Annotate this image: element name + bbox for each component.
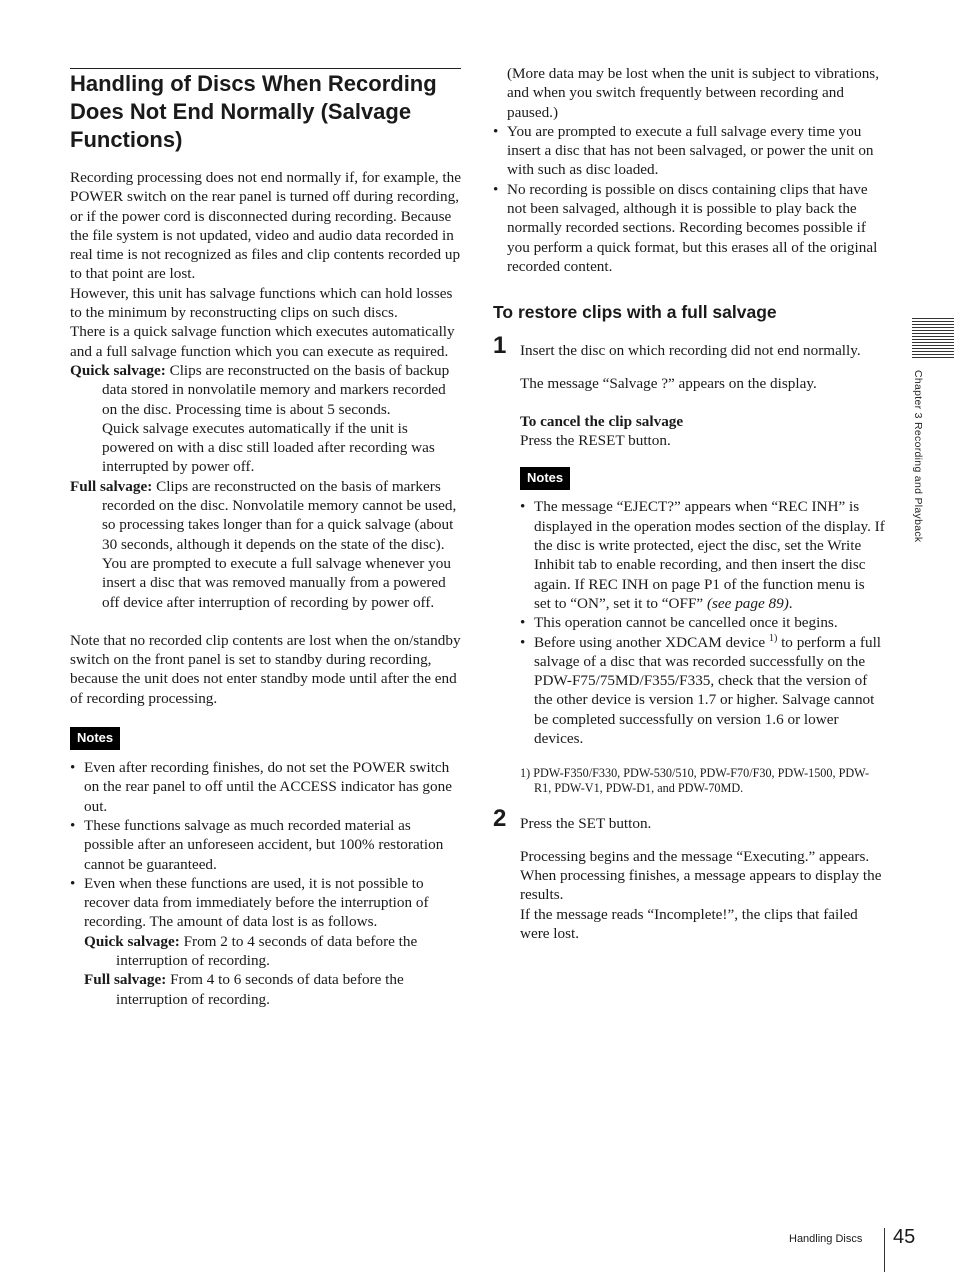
section-heading: To restore clips with a full salvage bbox=[493, 302, 777, 323]
list-item: • Even after recording finishes, do not set the POWER switch on the rear panel to off until the ACCESS indicator has gone out. bbox=[70, 758, 462, 816]
quick-salvage-definition bbox=[70, 361, 462, 477]
page-number: 45 bbox=[893, 1226, 916, 1248]
cancel-heading-text: To cancel the clip salvage bbox=[520, 412, 684, 430]
notes-list bbox=[70, 758, 462, 1009]
quick-salvage-label: Quick salvage: bbox=[70, 361, 166, 379]
intro-paragraph-2: However, this unit has salvage functions which can hold losses to the minimum by reconstructing clips on such discs. bbox=[70, 284, 453, 322]
note-3-text-b: to perform a full salvage of a disc that was recorded successfully on the PDW-F75/75MD/F355/F335, check that the version of the other device is version 1.7 or higher. Salvage cannot be completed successfully on version 1.6 or lower devices. bbox=[534, 633, 882, 748]
full-salvage-text-2: You are prompted to execute a full salvage whenever you insert a disc that was removed manually from a powered off device after interruption of recording by power off. bbox=[102, 554, 451, 611]
step-2 bbox=[493, 805, 885, 943]
step-2-text: Press the SET button. bbox=[520, 815, 652, 833]
step-2-paragraph-1: Processing begins and the message “Executing.” appears. bbox=[520, 847, 870, 865]
quick-salvage-text-2: Quick salvage executes automatically if the unit is powered on with a disc still loaded after recording was interrupted by power off. bbox=[102, 419, 435, 476]
footnote: 1) PDW-F350/F330, PDW-530/510, PDW-F70/F30, PDW-1500, PDW-R1, PDW-V1, PDW-D1, and PDW-70MD. bbox=[520, 766, 870, 796]
step-2-number: 2 bbox=[493, 805, 507, 833]
note-1-ref: (see page 89) bbox=[706, 594, 789, 612]
title-rule bbox=[70, 68, 461, 69]
list-item: • No recording is possible on discs containing clips that have not been salvaged, although it is possible to play back the normally recorded sections. Recording becomes possible if you perform a quick format, but this erases all of the original recorded content. bbox=[493, 180, 885, 276]
list-item: • This operation cannot be cancelled once it begins. bbox=[520, 613, 885, 632]
right-column bbox=[493, 64, 885, 943]
full-salvage-text: Clips are reconstructed on the basis of markers recorded on the disc. Nonvolatile memory cannot be used, so processing takes longer than for a quick salvage (about 30 seconds, although it depends on the state of the disc). bbox=[102, 477, 457, 553]
step-1-text: Insert the disc on which recording did not end normally. bbox=[520, 342, 861, 360]
notes-badge: Notes bbox=[70, 727, 120, 750]
footer-divider bbox=[884, 1228, 885, 1272]
continued-text: (More data may be lost when the unit is subject to vibrations, and when you switch frequently between recording and paused.) bbox=[507, 65, 880, 121]
standby-note: Note that no recorded clip contents are lost when the on/standby switch on the front panel is set to standby during recording, because the unit does not enter standby mode until after the end of recording processing. bbox=[70, 631, 461, 707]
list-item bbox=[520, 633, 885, 749]
footnote-marker: 1) bbox=[768, 632, 778, 644]
loss-quick-text: From 2 to 4 seconds of data before the interruption of recording. bbox=[116, 932, 418, 969]
list-item bbox=[70, 874, 462, 1009]
notes-badge-right: Notes bbox=[520, 467, 570, 490]
step-2-paragraph-3: If the message reads “Incomplete!”, the clips that failed were lost. bbox=[520, 905, 858, 942]
left-column bbox=[70, 168, 462, 1009]
right-notes-list bbox=[520, 497, 885, 748]
side-tab-lines bbox=[912, 318, 954, 360]
loss-full-label: Full salvage: bbox=[84, 971, 167, 989]
footer-section-name: Handling Discs bbox=[789, 1233, 863, 1245]
cancel-heading bbox=[520, 412, 885, 431]
note-1-text: The message “EJECT?” appears when “REC INH” is displayed in the operation modes section of the display. If the disc is write protected, eject the disc, set the Write Inhibit tab to enable recording, and then insert the disc again. If REC INH on page P1 of the function menu is set to “ON”, set it to “OFF” bbox=[534, 498, 885, 612]
full-salvage-label: Full salvage: bbox=[70, 477, 153, 495]
chapter-side-tab: Chapter 3 Recording and Playback bbox=[912, 370, 924, 543]
salvage-bullets bbox=[493, 122, 885, 276]
step-1 bbox=[493, 332, 885, 748]
note-1-end: . bbox=[788, 594, 793, 612]
page-title: Handling of Discs When Recording Does Not End Normally (Salvage Functions) bbox=[70, 71, 437, 152]
full-salvage-definition bbox=[70, 477, 462, 612]
list-item: • These functions salvage as much recorded material as possible after an unforeseen accident, but 100% restoration cannot be guaranteed. bbox=[70, 816, 462, 874]
intro-paragraph-3: There is a quick salvage function which executes automatically and a full salvage function which you can execute as required. bbox=[70, 323, 455, 360]
step-1-number: 1 bbox=[493, 332, 507, 360]
list-item: • You are prompted to execute a full salvage every time you insert a disc that has not been salvaged, or power the unit on with such as disc loaded. bbox=[493, 122, 885, 180]
loss-full bbox=[84, 970, 462, 1009]
loss-quick-label: Quick salvage: bbox=[84, 932, 180, 950]
quick-salvage-text: Clips are reconstructed on the basis of backup data stored in nonvolatile memory and markers recorded on the disc. Processing time is about 5 seconds. bbox=[102, 361, 450, 418]
note-3-text-a: Before using another XDCAM device bbox=[534, 633, 769, 651]
step-1-message: The message “Salvage ?” appears on the display. bbox=[520, 374, 817, 392]
cancel-text: Press the RESET button. bbox=[520, 432, 671, 450]
loss-full-text: From 4 to 6 seconds of data before the interruption of recording. bbox=[116, 971, 404, 1008]
loss-quick bbox=[84, 932, 462, 971]
step-2-paragraph-2: When processing finishes, a message appears to display the results. bbox=[520, 866, 882, 904]
intro-paragraph: Recording processing does not end normally if, for example, the POWER switch on the rear panel is turned off during recording, or if the power cord is disconnected during recording. Because the file system is not updated, video and audio data recorded in real time is not recognized as files and clip contents recorded up to that point are lost. bbox=[70, 169, 461, 283]
list-item bbox=[520, 497, 885, 613]
list-item-text: Even when these functions are used, it is not possible to recover data from immediately before the interruption of recording. The amount of data lost is as follows. bbox=[84, 874, 429, 931]
